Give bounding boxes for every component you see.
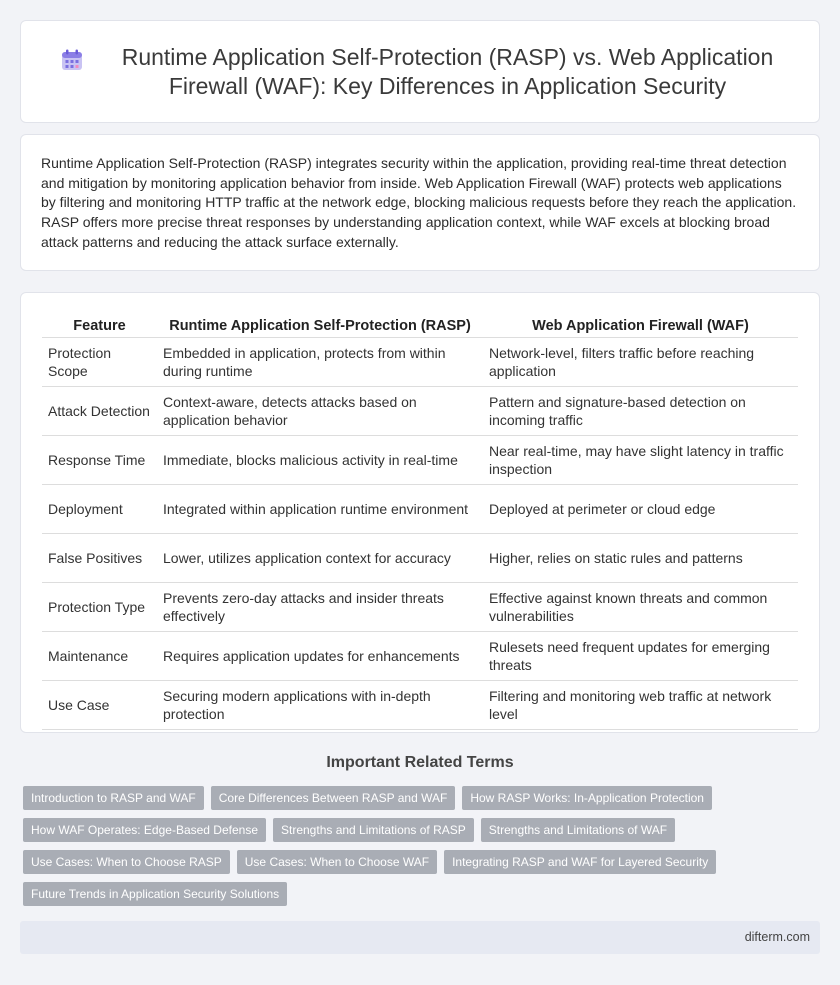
table-row [42, 386, 798, 435]
table-row [42, 582, 798, 631]
page-title: Runtime Application Self-Protection (RASP) vs. Web Application Firewall (WAF): Key Differences in Application Security [121, 44, 774, 99]
waf-cell: Rulesets need frequent updates for emerging threats [483, 631, 798, 680]
table-row [42, 484, 798, 533]
feature-cell: Protection Scope [42, 337, 157, 386]
related-term-tag[interactable]: Core Differences Between RASP and WAF [211, 786, 456, 810]
column-header-feature: Feature [42, 316, 157, 337]
related-term-tag[interactable]: Use Cases: When to Choose WAF [237, 850, 437, 874]
comparison-table-card [20, 292, 820, 733]
title-card [20, 20, 820, 123]
rasp-cell: Prevents zero-day attacks and insider threats effectively [157, 582, 483, 631]
rasp-cell: Embedded in application, protects from within during runtime [157, 337, 483, 386]
feature-cell: Deployment [42, 484, 157, 533]
rasp-cell: Lower, utilizes application context for accuracy [157, 533, 483, 582]
related-term-tag[interactable]: How RASP Works: In-Application Protection [462, 786, 712, 810]
waf-cell: Network-level, filters traffic before reaching application [483, 337, 798, 386]
column-header-waf: Web Application Firewall (WAF) [483, 316, 798, 337]
table-header-row [42, 316, 798, 337]
related-term-tag[interactable]: How WAF Operates: Edge-Based Defense [23, 818, 266, 842]
table-row [42, 680, 798, 729]
waf-cell: Pattern and signature-based detection on incoming traffic [483, 386, 798, 435]
rasp-cell: Integrated within application runtime environment [157, 484, 483, 533]
waf-cell: Higher, relies on static rules and patterns [483, 533, 798, 582]
feature-cell: False Positives [42, 533, 157, 582]
rasp-cell: Requires application updates for enhancements [157, 631, 483, 680]
table-row [42, 435, 798, 484]
related-term-tag[interactable]: Future Trends in Application Security Solutions [23, 882, 287, 906]
related-term-tag[interactable]: Integrating RASP and WAF for Layered Security [444, 850, 716, 874]
rasp-cell: Context-aware, detects attacks based on application behavior [157, 386, 483, 435]
column-header-rasp: Runtime Application Self-Protection (RASP) [157, 316, 483, 337]
footer-bar [20, 921, 820, 954]
rasp-cell: Immediate, blocks malicious activity in real-time [157, 435, 483, 484]
waf-cell: Near real-time, may have slight latency in traffic inspection [483, 435, 798, 484]
feature-cell: Maintenance [42, 631, 157, 680]
feature-cell: Response Time [42, 435, 157, 484]
feature-cell: Use Case [42, 680, 157, 729]
waf-cell: Effective against known threats and common vulnerabilities [483, 582, 798, 631]
table-row [42, 533, 798, 582]
feature-cell: Attack Detection [42, 386, 157, 435]
comparison-table [42, 316, 798, 730]
related-terms-heading: Important Related Terms [326, 754, 514, 771]
waf-cell: Filtering and monitoring web traffic at network level [483, 680, 798, 729]
table-row [42, 631, 798, 680]
related-term-tag[interactable]: Introduction to RASP and WAF [23, 786, 204, 810]
rasp-cell: Securing modern applications with in-depth protection [157, 680, 483, 729]
feature-cell: Protection Type [42, 582, 157, 631]
site-name[interactable]: difterm.com [744, 930, 810, 944]
intro-paragraph: Runtime Application Self-Protection (RASP) integrates security within the application, providing real-time threat detection and mitigation by monitoring application behavior from inside. Web Application Firewall (WAF) protects web applications by filtering and monitoring HTTP traffic at the network edge, blocking malicious requests before they reach the application. RASP offers more precise threat responses by understanding application context, while WAF excels at blocking broad attack patterns and reducing the attack surface externally. [41, 155, 797, 250]
related-term-tag[interactable]: Strengths and Limitations of RASP [273, 818, 474, 842]
related-term-tag[interactable]: Strengths and Limitations of WAF [481, 818, 675, 842]
intro-card [20, 134, 820, 271]
related-terms-list [23, 786, 813, 906]
table-row [42, 337, 798, 386]
waf-cell: Deployed at perimeter or cloud edge [483, 484, 798, 533]
related-term-tag[interactable]: Use Cases: When to Choose RASP [23, 850, 230, 874]
